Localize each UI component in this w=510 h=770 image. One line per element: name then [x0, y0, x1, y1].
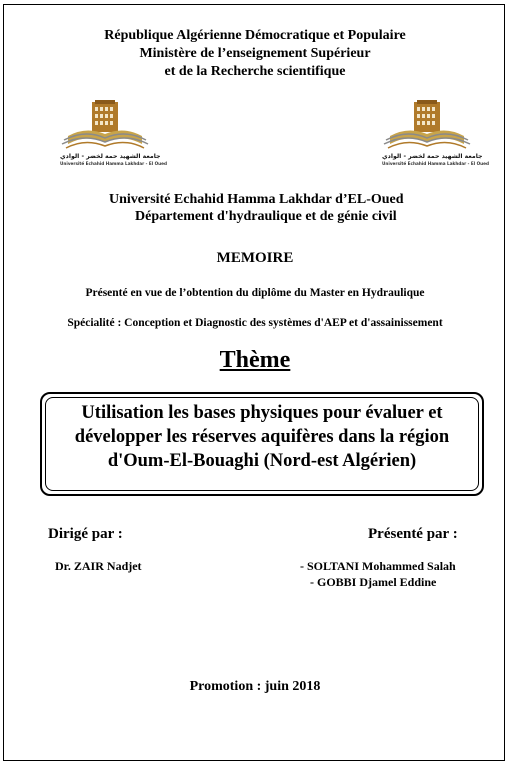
- republic-title: République Algérienne Démocratique et Populaire: [104, 28, 406, 43]
- presented-by-label: Présenté par :: [368, 526, 458, 542]
- theme-title: [40, 401, 484, 473]
- student-name: - SOLTANI Mohammed Salah: [300, 559, 456, 573]
- theme-line: Utilisation les bases physiques pour évaluer et: [81, 403, 443, 423]
- university-logo-icon: [382, 98, 472, 153]
- theme-line: développer les réserves aquifères dans la région: [74, 427, 450, 447]
- university-logo-icon: [60, 98, 150, 153]
- director-name: Dr. ZAIR Nadjet: [55, 559, 142, 573]
- ministry-subtitle: et de la Recherche scientifique: [164, 64, 346, 79]
- directed-by-label: Dirigé par :: [48, 526, 123, 542]
- theme-heading: Thème: [219, 347, 291, 373]
- ministry-title: Ministère de l’enseignement Supérieur: [139, 46, 371, 61]
- specialty-statement: Spécialité : Conception et Diagnostic des systèmes d'AEP et d'assainissement: [67, 317, 443, 329]
- department-name: Département d'hydraulique et de génie civil: [135, 209, 397, 224]
- memoire-title: MEMOIRE: [216, 250, 294, 266]
- university-logo-right: [382, 98, 489, 170]
- logo-arabic-caption: جامعة الشهيد حمة لخضر - الوادي: [382, 153, 483, 160]
- promotion-date: Promotion : juin 2018: [189, 679, 321, 694]
- logo-latin-caption: Université Echahid Hamma Lakhdar - El Oued: [382, 161, 489, 166]
- university-name: Université Echahid Hamma Lakhdar d’EL-Oued: [109, 192, 404, 207]
- logo-arabic-caption: جامعة الشهيد حمة لخضر - الوادي: [60, 153, 161, 160]
- student-name: - GOBBI Djamel Eddine: [310, 575, 437, 589]
- university-logo-left: [60, 98, 167, 170]
- theme-line: d'Oum-El-Bouaghi (Nord-est Algérien): [107, 451, 417, 471]
- diploma-statement: Présenté en vue de l’obtention du diplôme du Master en Hydraulique: [85, 287, 425, 299]
- logo-latin-caption: Université Echahid Hamma Lakhdar - El Oued: [60, 161, 167, 166]
